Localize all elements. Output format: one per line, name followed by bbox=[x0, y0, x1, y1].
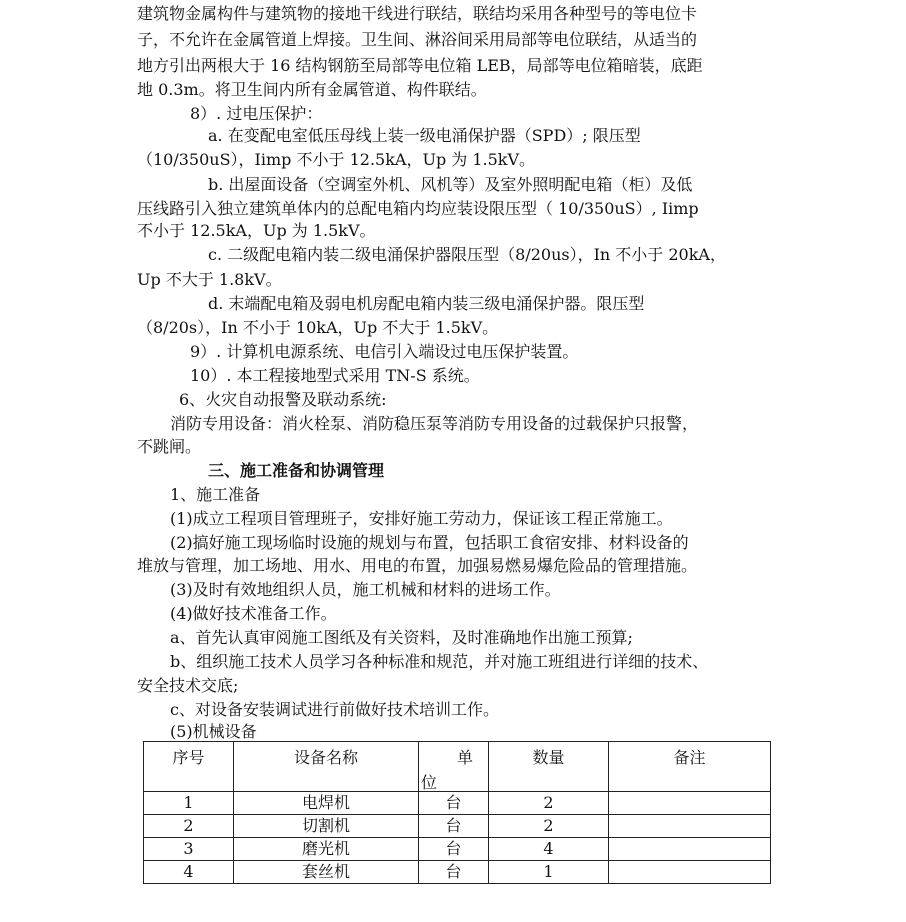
equipment-table bbox=[143, 741, 771, 884]
cell-note bbox=[609, 792, 771, 815]
text-line: (2)搞好施工现场临时设施的规划与布置，包括职工食宿安排、材料设备的 bbox=[170, 533, 689, 552]
text-line: (3)及时有效地组织人员，施工机械和材料的进场工作。 bbox=[170, 580, 561, 599]
text-line: a、首先认真审阅施工图纸及有关资料，及时准确地作出施工预算; bbox=[170, 628, 633, 647]
header-unit-top: 单 bbox=[457, 748, 474, 767]
text-line: b. 出屋面设备（空调室外机、风机等）及室外照明配电箱（柜）及低 bbox=[208, 175, 693, 194]
section-heading: 三、施工准备和协调管理 bbox=[208, 461, 385, 480]
text-line: (4)做好技术准备工作。 bbox=[170, 604, 337, 623]
table-row bbox=[144, 792, 771, 815]
text-line: 地方引出两根大于 16 结构钢筋至局部等电位箱 LEB，局部等电位箱暗装，底距 bbox=[137, 56, 703, 75]
text-line: 堆放与管理，加工场地、用水、用电的布置，加强易燃易爆危险品的管理措施。 bbox=[137, 556, 698, 575]
text-line: 消防专用设备：消火栓泵、消防稳压泵等消防专用设备的过载保护只报警， bbox=[170, 414, 699, 433]
text-line: 建筑物金属构件与建筑物的接地干线进行联结，联结均采用各种型号的等电位卡 bbox=[137, 4, 698, 23]
text-line: (5)机械设备 bbox=[170, 722, 257, 741]
cell-unit: 台 bbox=[419, 792, 489, 815]
text-line: （8/20s），In 不小于 10kA，Up 不大于 1.5kV。 bbox=[137, 318, 499, 337]
text-line: 8）. 过电压保护： bbox=[190, 104, 323, 123]
header-unit bbox=[419, 742, 489, 792]
text-line: 不小于 12.5kA，Up 为 1.5kV。 bbox=[137, 221, 376, 240]
header-no: 序号 bbox=[144, 742, 234, 792]
cell-name: 电焊机 bbox=[234, 792, 419, 815]
text-line: 压线路引入独立建筑单体内的总配电箱内均应装设限压型（ 10/350uS）, Iimp bbox=[137, 199, 699, 218]
cell-note bbox=[609, 838, 771, 861]
text-line: (1)成立工程项目管理班子，安排好施工劳动力，保证该工程正常施工。 bbox=[170, 509, 673, 528]
text-line: 地 0.3m。将卫生间内所有金属管道、构件联结。 bbox=[137, 80, 487, 99]
header-qty: 数量 bbox=[489, 742, 609, 792]
cell-note bbox=[609, 861, 771, 884]
cell-name: 磨光机 bbox=[234, 838, 419, 861]
text-line: 子，不允许在金属管道上焊接。卫生间、淋浴间采用局部等电位联结，从适当的 bbox=[137, 30, 698, 49]
cell-unit: 台 bbox=[419, 815, 489, 838]
text-line: b、组织施工技术人员学习各种标准和规范，并对施工班组进行详细的技术、 bbox=[170, 652, 709, 671]
cell-qty: 4 bbox=[489, 838, 609, 861]
text-line: 6、火灾自动报警及联动系统: bbox=[179, 390, 387, 409]
table-row bbox=[144, 861, 771, 884]
cell-no: 4 bbox=[144, 861, 234, 884]
text-line: d. 末端配电箱及弱电机房配电箱内装三级电涌保护器。限压型 bbox=[208, 294, 645, 313]
table-row bbox=[144, 838, 771, 861]
text-line: a. 在变配电室低压母线上装一级电涌保护器（SPD）; 限压型 bbox=[208, 126, 641, 145]
table-row bbox=[144, 815, 771, 838]
table-header-row bbox=[144, 742, 771, 792]
text-line: 9）. 计算机电源系统、电信引入端设过电压保护装置。 bbox=[190, 342, 579, 361]
text-line: Up 不大于 1.8kV。 bbox=[137, 270, 282, 289]
text-line: c. 二级配电箱内装二级电涌保护器限压型（8/20us），In 不小于 20kA， bbox=[208, 245, 726, 264]
header-note: 备注 bbox=[609, 742, 771, 792]
cell-qty: 2 bbox=[489, 815, 609, 838]
cell-no: 3 bbox=[144, 838, 234, 861]
cell-no: 2 bbox=[144, 815, 234, 838]
cell-no: 1 bbox=[144, 792, 234, 815]
text-line: c、对设备安装调试进行前做好技术培训工作。 bbox=[170, 700, 499, 719]
text-line: 安全技术交底; bbox=[137, 676, 239, 695]
cell-note bbox=[609, 815, 771, 838]
text-line: 不跳闸。 bbox=[137, 437, 202, 456]
cell-unit: 台 bbox=[419, 838, 489, 861]
cell-name: 套丝机 bbox=[234, 861, 419, 884]
cell-qty: 2 bbox=[489, 792, 609, 815]
header-name: 设备名称 bbox=[234, 742, 419, 792]
cell-unit: 台 bbox=[419, 861, 489, 884]
text-line: 10）. 本工程接地型式采用 TN-S 系统。 bbox=[190, 366, 480, 385]
cell-name: 切割机 bbox=[234, 815, 419, 838]
text-line: （10/350uS），Iimp 不小于 12.5kA，Up 为 1.5kV。 bbox=[137, 150, 536, 169]
text-line: 1、施工准备 bbox=[170, 485, 261, 504]
cell-qty: 1 bbox=[489, 861, 609, 884]
header-unit-bottom: 位 bbox=[421, 773, 438, 792]
